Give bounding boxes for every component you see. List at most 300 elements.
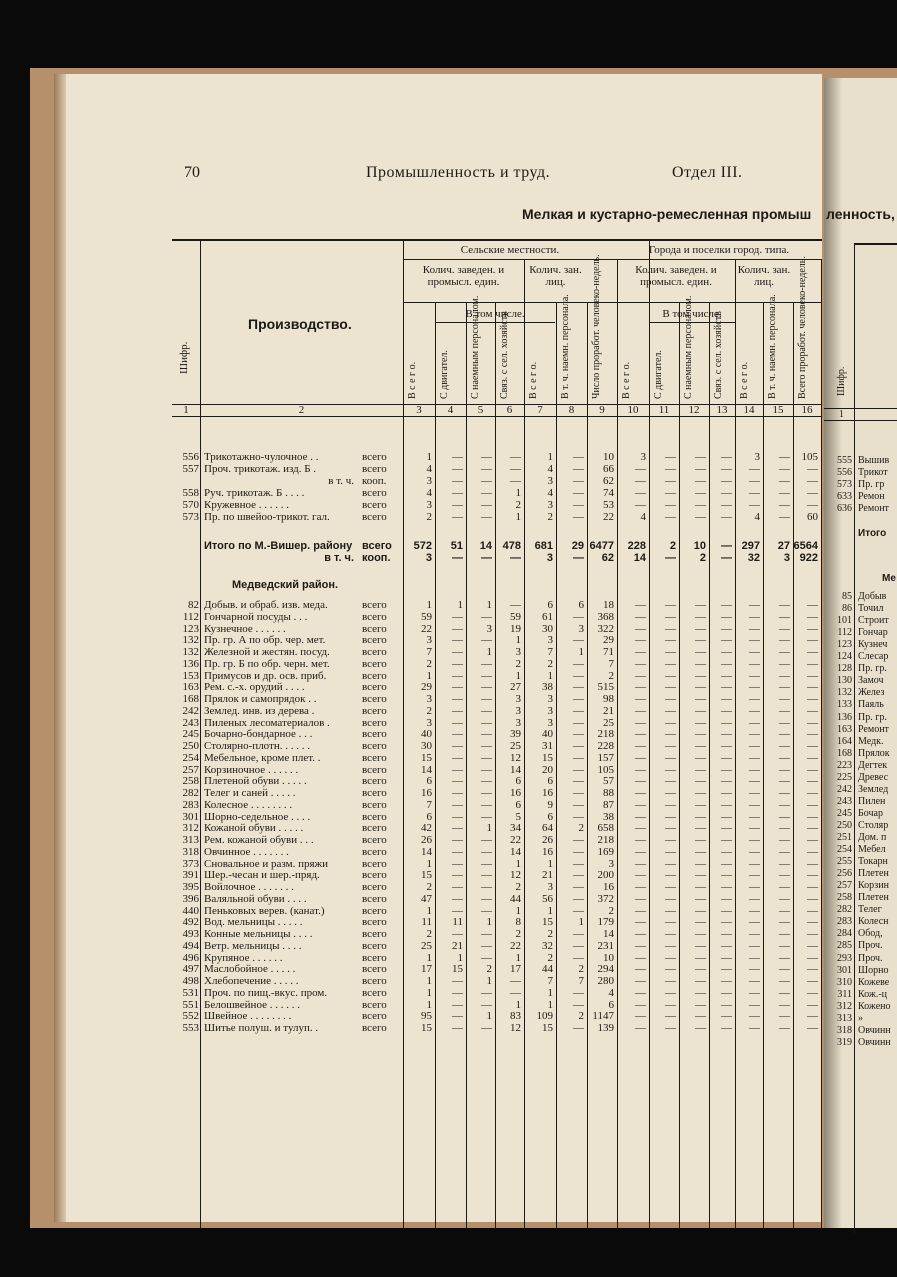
- row-type: всего: [362, 669, 387, 682]
- row-value: —: [635, 845, 646, 858]
- row-value: —: [573, 728, 584, 741]
- row-value: 4: [608, 986, 614, 999]
- row-value: —: [695, 787, 706, 799]
- row-value: —: [749, 834, 760, 846]
- row-value: —: [452, 822, 463, 835]
- row-value: —: [573, 740, 584, 752]
- table-row: [62, 940, 822, 952]
- row-value: 6: [578, 599, 584, 611]
- row-value: —: [807, 499, 818, 511]
- row-type: всего: [362, 463, 387, 475]
- row-value: —: [573, 892, 584, 905]
- rp-row-code: 163: [837, 723, 852, 735]
- row-code: 492: [182, 916, 199, 929]
- row-name: Колесное . . . . . . . .: [204, 798, 293, 811]
- row-value: —: [635, 475, 646, 487]
- row-value: —: [481, 634, 492, 647]
- rp-row-name: Бочар: [858, 807, 883, 819]
- rp-row-name: Токарн: [858, 856, 888, 868]
- row-value: —: [510, 451, 521, 463]
- colnum: 3: [416, 404, 422, 416]
- row-value: 25: [510, 740, 521, 752]
- row-value: —: [749, 751, 760, 764]
- rp-row-name: Пр. гр: [858, 479, 885, 490]
- row-value: —: [573, 798, 584, 811]
- row-value: 10: [603, 951, 614, 964]
- row-value: 2: [578, 822, 584, 835]
- vertical-header-vsego: В с е г о.: [528, 361, 539, 399]
- row-value: —: [749, 881, 760, 893]
- row-type: всего: [362, 939, 387, 952]
- row-value: —: [695, 810, 706, 823]
- row-type: всего: [362, 451, 387, 463]
- row-value: 2: [608, 669, 614, 682]
- vertical-header-vsego: В с е г о.: [407, 361, 418, 399]
- row-value: —: [665, 975, 676, 987]
- row-value: —: [749, 928, 760, 940]
- row-value: —: [749, 487, 760, 499]
- colnum: 14: [743, 404, 755, 416]
- rp-row-name: Пр. гр.: [858, 711, 887, 723]
- row-value: 1: [547, 669, 553, 682]
- row-value: —: [665, 716, 676, 729]
- row-code: 301: [182, 810, 199, 823]
- rp-colnum: 1: [839, 409, 844, 420]
- row-code: 132: [182, 634, 199, 647]
- row-value: —: [481, 869, 492, 882]
- row-value: 3: [754, 451, 760, 463]
- row-type: всего: [362, 622, 387, 635]
- row-value: —: [721, 610, 732, 623]
- row-value: —: [481, 610, 492, 623]
- row-value: —: [721, 511, 732, 523]
- rp-row-name: Землед: [858, 783, 889, 795]
- incl-header-left: В том числе.: [465, 308, 525, 320]
- row-value: 1: [547, 451, 553, 463]
- row-value: —: [695, 822, 706, 835]
- vertical-header-naem_pers: В т. ч. наемн. персонала.: [767, 294, 778, 399]
- rp-row-name: Проч.: [858, 940, 883, 952]
- row-value: —: [573, 475, 584, 487]
- row-value: 22: [603, 511, 614, 523]
- row-value: —: [695, 499, 706, 511]
- row-value: 1: [486, 599, 492, 611]
- rp-row-code: 124: [837, 651, 852, 663]
- row-value: —: [721, 857, 732, 870]
- row-value: —: [635, 740, 646, 752]
- row-value: 1: [457, 951, 463, 964]
- rp-row-code: 284: [837, 928, 852, 940]
- row-value: —: [635, 775, 646, 788]
- row-value: —: [665, 904, 676, 917]
- row-value: —: [749, 763, 760, 776]
- table-row: [62, 893, 822, 905]
- row-value: 228: [627, 540, 646, 552]
- rp-row-name: Мебел: [858, 844, 886, 856]
- colnum: 13: [716, 404, 728, 416]
- row-value: —: [807, 728, 818, 741]
- rp-row-name: Строит: [858, 615, 889, 627]
- row-name: Бочарно-бондарное . . .: [204, 728, 313, 741]
- page-number: 70: [184, 164, 200, 181]
- table-row: [62, 646, 822, 658]
- rp-row-name: »: [858, 1012, 863, 1024]
- row-value: 3: [547, 475, 553, 487]
- town-persons-header: Колич. зан. лиц.: [737, 264, 791, 288]
- row-value: —: [779, 810, 790, 823]
- row-value: —: [807, 669, 818, 682]
- rp-row-code: 319: [837, 1036, 852, 1048]
- row-value: 1: [578, 916, 584, 929]
- row-value: —: [695, 763, 706, 776]
- row-value: —: [665, 657, 676, 670]
- row-value: —: [779, 646, 790, 658]
- row-value: —: [573, 451, 584, 463]
- row-value: 1: [457, 599, 463, 611]
- row-value: —: [452, 669, 463, 682]
- row-value: —: [779, 975, 790, 987]
- rp-row-name: Прялок: [858, 747, 890, 759]
- row-value: —: [573, 669, 584, 682]
- row-name: Примусов и др. осв. приб.: [204, 669, 327, 682]
- row-value: —: [452, 975, 463, 987]
- row-value: —: [779, 881, 790, 893]
- row-value: —: [779, 822, 790, 835]
- row-name: Добыв. и обраб. изв. меда.: [204, 599, 328, 611]
- row-value: 17: [510, 963, 521, 976]
- row-value: 62: [603, 475, 614, 487]
- row-value: —: [695, 475, 706, 487]
- row-value: —: [721, 1022, 732, 1034]
- rp-colnum-rule: [824, 420, 897, 421]
- row-value: —: [749, 857, 760, 870]
- row-value: —: [452, 904, 463, 917]
- row-value: 1: [515, 998, 521, 1011]
- row-value: —: [695, 845, 706, 858]
- row-name: Телег и саней . . . . .: [204, 787, 296, 799]
- row-value: —: [721, 986, 732, 999]
- row-value: 11: [452, 916, 463, 929]
- row-value: 17: [421, 963, 432, 976]
- row-value: —: [481, 798, 492, 811]
- row-type: всего: [362, 599, 387, 611]
- colnum: 5: [477, 404, 484, 416]
- row-value: —: [749, 1010, 760, 1023]
- row-value: —: [779, 740, 790, 752]
- row-type: всего: [362, 681, 387, 694]
- rp-shifr-header: Шифр.: [836, 366, 847, 396]
- row-value: 64: [542, 822, 553, 835]
- row-value: 228: [597, 740, 614, 752]
- row-value: 42: [421, 822, 432, 835]
- rp-row-code: 223: [837, 759, 852, 771]
- row-name: Рем. с.-х. орудий . . . .: [204, 681, 305, 694]
- row-type: всего: [362, 881, 387, 893]
- table-row: [62, 1010, 822, 1022]
- row-type: всего: [362, 904, 387, 917]
- vertical-header-vsego: В с е г о.: [739, 361, 750, 399]
- row-type: всего: [362, 763, 387, 776]
- row-type: всего: [362, 998, 387, 1011]
- row-value: —: [695, 716, 706, 729]
- row-value: —: [779, 681, 790, 694]
- row-value: 478: [502, 540, 521, 552]
- row-code: 132: [182, 646, 199, 658]
- row-value: 1: [515, 487, 521, 499]
- row-value: 30: [542, 622, 553, 635]
- row-code: 254: [182, 751, 199, 764]
- row-value: —: [807, 716, 818, 729]
- vertical-header-dvigat: С двигател.: [653, 350, 664, 399]
- row-value: —: [749, 681, 760, 694]
- row-value: —: [573, 951, 584, 964]
- row-value: —: [665, 451, 676, 463]
- rp-row-name: Плетен: [858, 892, 889, 904]
- row-name: Руч. трикотаж. Б . . . .: [204, 487, 305, 499]
- row-value: —: [481, 657, 492, 670]
- row-value: 4: [547, 487, 553, 499]
- row-value: —: [573, 998, 584, 1011]
- rp-row-code: 311: [837, 988, 852, 1000]
- row-value: —: [452, 693, 463, 705]
- row-value: —: [665, 634, 676, 647]
- row-value: —: [779, 951, 790, 964]
- row-value: 14: [633, 552, 646, 564]
- row-value: —: [695, 986, 706, 999]
- row-value: —: [481, 881, 492, 893]
- colnum-rule: [172, 416, 822, 417]
- row-type: всего: [362, 1010, 387, 1023]
- row-value: —: [481, 845, 492, 858]
- row-value: —: [749, 904, 760, 917]
- row-value: —: [695, 834, 706, 846]
- row-value: 6: [547, 810, 553, 823]
- row-value: —: [481, 904, 492, 917]
- table-row: [62, 881, 822, 893]
- row-value: —: [807, 904, 818, 917]
- row-value: —: [510, 986, 521, 999]
- row-value: —: [635, 487, 646, 499]
- row-value: —: [749, 869, 760, 882]
- row-type: всего: [362, 822, 387, 835]
- row-value: —: [779, 599, 790, 611]
- rp-row-code: 282: [837, 904, 852, 916]
- row-value: —: [665, 963, 676, 976]
- row-value: —: [779, 1010, 790, 1023]
- row-code: 153: [182, 669, 199, 682]
- row-value: —: [573, 869, 584, 882]
- rp-row-code: 283: [837, 916, 852, 928]
- table-row: [62, 681, 822, 693]
- row-value: 2: [547, 951, 553, 964]
- rp-row-name: Проч.: [858, 952, 883, 964]
- row-value: —: [452, 681, 463, 694]
- row-value: —: [807, 610, 818, 623]
- row-value: —: [452, 869, 463, 882]
- row-value: —: [721, 475, 732, 487]
- row-name: Шер.-чесан и шер.-пряд.: [204, 869, 320, 882]
- rp-row-code: 132: [837, 687, 852, 699]
- row-value: 169: [597, 845, 614, 858]
- rp-row-name: Кож.-ц: [858, 988, 888, 1000]
- row-value: 572: [413, 540, 432, 552]
- row-value: 3: [426, 693, 432, 705]
- row-value: 14: [421, 763, 432, 776]
- row-value: —: [695, 1010, 706, 1023]
- row-value: —: [635, 499, 646, 511]
- row-value: 1: [426, 975, 432, 987]
- row-value: —: [749, 787, 760, 799]
- row-value: —: [779, 787, 790, 799]
- row-code: 440: [182, 904, 199, 917]
- row-name: Мебельное, кроме плет. .: [204, 751, 321, 764]
- row-value: 1: [486, 822, 492, 835]
- row-value: —: [452, 857, 463, 870]
- row-value: —: [749, 740, 760, 752]
- colnum: 11: [658, 404, 670, 416]
- row-type: всего: [362, 975, 387, 987]
- rp-row-name: Медк.: [858, 735, 884, 747]
- row-value: 200: [597, 869, 614, 882]
- row-value: 1: [515, 511, 521, 523]
- row-value: —: [573, 939, 584, 952]
- row-value: —: [452, 998, 463, 1011]
- row-value: —: [695, 657, 706, 670]
- row-value: 26: [421, 834, 432, 846]
- table-row: [62, 499, 822, 511]
- section-label: Отдел III.: [672, 164, 743, 181]
- row-value: 372: [597, 892, 614, 905]
- row-value: —: [452, 986, 463, 999]
- row-value: —: [635, 939, 646, 952]
- row-value: 1: [426, 451, 432, 463]
- row-value: 7: [547, 646, 553, 658]
- table-row: [62, 822, 822, 834]
- rp-row-code: 573: [837, 479, 852, 490]
- row-value: —: [807, 998, 818, 1011]
- row-value: 29: [603, 634, 614, 647]
- row-value: 20: [542, 763, 553, 776]
- row-value: 3: [547, 499, 553, 511]
- row-value: 322: [597, 622, 614, 635]
- row-value: —: [807, 834, 818, 846]
- row-value: —: [695, 881, 706, 893]
- row-value: 3: [425, 552, 432, 564]
- row-type: всего: [362, 798, 387, 811]
- row-value: —: [807, 869, 818, 882]
- row-value: —: [807, 963, 818, 976]
- row-value: —: [665, 916, 676, 929]
- row-value: —: [807, 928, 818, 940]
- row-name: Проч. трикотаж. изд. Б .: [204, 463, 317, 475]
- row-value: —: [807, 939, 818, 952]
- row-value: —: [573, 634, 584, 647]
- row-value: —: [635, 599, 646, 611]
- row-value: —: [452, 881, 463, 893]
- row-value: —: [573, 681, 584, 694]
- row-value: —: [665, 487, 676, 499]
- row-value: —: [807, 822, 818, 835]
- row-value: 1: [486, 916, 492, 929]
- rp-row-name: Обод,: [858, 928, 883, 940]
- row-code: 531: [182, 986, 199, 999]
- row-value: —: [665, 951, 676, 964]
- row-value: —: [807, 657, 818, 670]
- row-name: Корзиночное . . . . . .: [204, 763, 299, 776]
- row-value: —: [721, 810, 732, 823]
- rp-row-code: 242: [837, 783, 852, 795]
- rp-row-code: 293: [837, 952, 852, 964]
- row-value: 38: [542, 681, 553, 694]
- row-value: 15: [542, 1022, 553, 1034]
- row-value: —: [452, 798, 463, 811]
- table-row: [62, 834, 822, 846]
- row-value: 1: [426, 669, 432, 682]
- row-type: всего: [362, 963, 387, 976]
- row-value: —: [695, 857, 706, 870]
- row-value: 1: [515, 904, 521, 917]
- row-value: 179: [597, 916, 614, 929]
- row-value: 32: [542, 939, 553, 952]
- row-value: —: [635, 881, 646, 893]
- row-value: 51: [450, 540, 463, 552]
- row-value: 87: [603, 798, 614, 811]
- row-value: —: [779, 451, 790, 463]
- row-value: —: [807, 916, 818, 929]
- row-type: всего: [362, 704, 387, 717]
- table-row: [62, 611, 822, 623]
- row-value: —: [452, 704, 463, 717]
- row-name: Войлочное . . . . . . .: [204, 881, 294, 893]
- row-value: —: [721, 657, 732, 670]
- table-row: [62, 658, 822, 670]
- row-value: —: [807, 475, 818, 487]
- district-title: Медведский район.: [232, 579, 339, 591]
- row-value: 658: [597, 822, 614, 835]
- row-value: 15: [452, 963, 463, 976]
- row-value: —: [721, 928, 732, 940]
- rp-row-code: 251: [837, 832, 852, 843]
- row-value: —: [721, 916, 732, 929]
- row-value: 6: [426, 810, 432, 823]
- row-value: —: [573, 928, 584, 940]
- row-value: —: [721, 963, 732, 976]
- row-value: —: [807, 845, 818, 858]
- row-value: 2: [669, 540, 676, 552]
- row-value: 14: [510, 763, 521, 776]
- row-value: 3: [547, 716, 553, 729]
- row-code: 82: [188, 599, 199, 611]
- row-name: Хлебопечение . . . . .: [204, 975, 299, 987]
- row-value: 1: [426, 951, 432, 964]
- row-value: —: [779, 657, 790, 670]
- row-value: —: [452, 845, 463, 858]
- row-value: 14: [421, 845, 432, 858]
- row-value: 1: [426, 986, 432, 999]
- table-title: Мелкая и кустарно-ремесленная промыш: [522, 206, 812, 222]
- row-value: —: [749, 610, 760, 623]
- row-value: 2: [547, 511, 553, 523]
- row-value: —: [510, 475, 521, 487]
- row-code: 282: [182, 787, 199, 799]
- row-name: Шорно-седельное . . . .: [204, 810, 311, 823]
- rp-row-code: 312: [837, 1000, 852, 1012]
- row-value: —: [573, 986, 584, 999]
- row-value: —: [695, 646, 706, 658]
- row-value: —: [665, 751, 676, 764]
- rp-row-name: Дегтек: [858, 759, 888, 771]
- row-value: 3: [515, 693, 521, 705]
